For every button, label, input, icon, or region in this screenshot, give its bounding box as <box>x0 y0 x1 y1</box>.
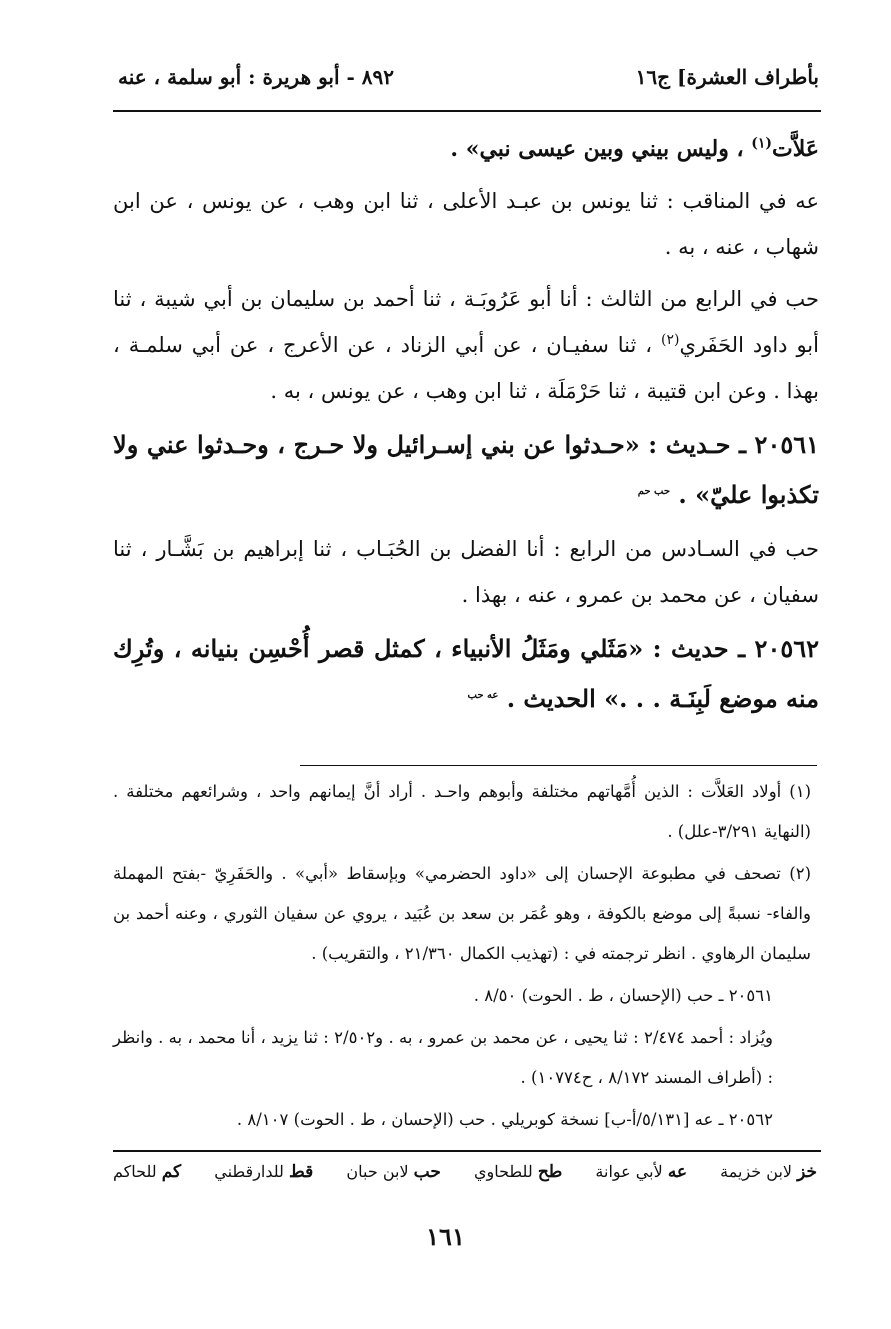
footnote-ref-1: (١) <box>751 135 773 152</box>
footnote-1: (١) أولاد العَلاَّت : الذين أُمَّهاتهم مختلفة وأبوهم واحـد . أراد أنَّ إيمانهم واحد ، وشرائعهم مختلفة . (النهاية ٣/٢٩١-علل) . <box>113 782 811 841</box>
hadith-continuation: عَلاَّت$^{(١)}$ ، وليس بيني وبين عيسى نبي» . <box>450 135 819 162</box>
reference-20562: ٢٠٥٦٢ ـ عه [٥/١٣١/أ-ب] نسخة كوبريلي . حب (الإحسان ، ط . الحوت) ٨/١٠٧ . <box>236 1110 773 1129</box>
footnote-2: (٢) تصحف في مطبوعة الإحسان إلى «داود الحضرمي» وبإسقاط «أبي» . والحَفَرِيّ -بفتح المهملة والفاء- نسبةً إلى موضع بالكوفة ، وهو عُمَر بن سعد بن عُبَيد ، يروي عن سفيان الثوري ، وعنه أحمد بن سليمان الرهاوي . انظر ترجمته في : (تهذيب الكمال ٢١/٣٦٠ ، والتقريب) . <box>113 864 811 963</box>
reference-addition: ويُزاد : أحمد ٢/٤٧٤ : ثنا يحيى ، عن محمد بن عمرو ، به . و٢/٥٠٢ : ثنا يزيد ، أنا محمد ، به . وانظر : (أطراف المسند ٨/١٧٢ ، ح١٠٧٧٤) . <box>113 1028 774 1087</box>
running-header <box>118 60 819 94</box>
chain-paragraph-2: حب في الرابع من الثالث : أنا أبو عَرُوبَـة ، ثنا أحمد بن سليمان بن أبي شيبة ، ثنا أبو داود الحَفَري$^{(٢)}$ ، ثنا سفيـان ، عن أبي الزناد ، عن الأعرج ، عن أبي سلمـة ، بهذا . وعن ابن قتيبة ، ثنا حَرْمَلَة ، ثنا ابن وهب ، عن يونس ، به . <box>113 287 819 403</box>
chain-paragraph-3: حب في السـادس من الرابع : أنا الفضل بن الحُبَـاب ، ثنا إبراهيم بن بَشَّـار ، ثنا سفيان ، عن محمد بن عمرو ، عنه ، بهذا . <box>113 537 819 607</box>
main-text <box>113 126 819 730</box>
footnotes <box>113 772 811 1142</box>
footnote-rule <box>300 765 817 766</box>
source-symbols: حب حم <box>637 486 671 497</box>
header-rule <box>113 110 821 112</box>
hadith-number: ٢٠٥٦٢ <box>754 634 819 663</box>
legend-item: حب لابن حبان <box>346 1162 441 1182</box>
legend-item: قط للدارقطني <box>214 1162 314 1182</box>
legend-item: كم للحاكم <box>113 1162 182 1182</box>
footnote-ref-2: (٢) <box>661 332 680 348</box>
page-number: ١٦١ <box>426 1222 465 1251</box>
legend-item: عه لأبي عوانة <box>595 1162 688 1182</box>
hadith-20562: ٢٠٥٦٢ ـ حديث : «مَثَلي ومَثَلُ الأنبياء ، كمثل قصر أُحْسِن بنيانه ، وتُرِك منه موضع لَبِنَـة . . .» الحديث . $^{عه حب}$ <box>113 634 819 713</box>
hadith-20561: ٢٠٥٦١ ـ حـديث : «حـدثوا عن بني إسـرائيل ولا حـرج ، وحـدثوا عني ولا تكذبوا عليّ» . $^{حب حم}$ <box>113 430 819 509</box>
legend-rule <box>113 1150 821 1152</box>
chain-paragraph-1: عه في المناقب : ثنا يونس بن عبـد الأعلى ، ثنا ابن وهب ، عن يونس ، عن ابن شهاب ، عنه ، به . <box>113 189 819 259</box>
header-book-title: بأطراف العشرة] ج١٦ <box>635 65 819 89</box>
reference-20561: ٢٠٥٦١ ـ حب (الإحسان ، ط . الحوت) ٨/٥٠ . <box>473 986 773 1005</box>
legend-item: طح للطحاوي <box>473 1162 563 1182</box>
legend-item: خز لابن خزيمة <box>720 1162 817 1182</box>
header-section-title: ٨٩٢ - أبو هريرة : أبو سلمة ، عنه <box>118 65 395 89</box>
abbreviation-legend <box>113 1162 817 1192</box>
source-symbols: عه حب <box>467 690 499 701</box>
hadith-number: ٢٠٥٦١ <box>754 430 819 459</box>
